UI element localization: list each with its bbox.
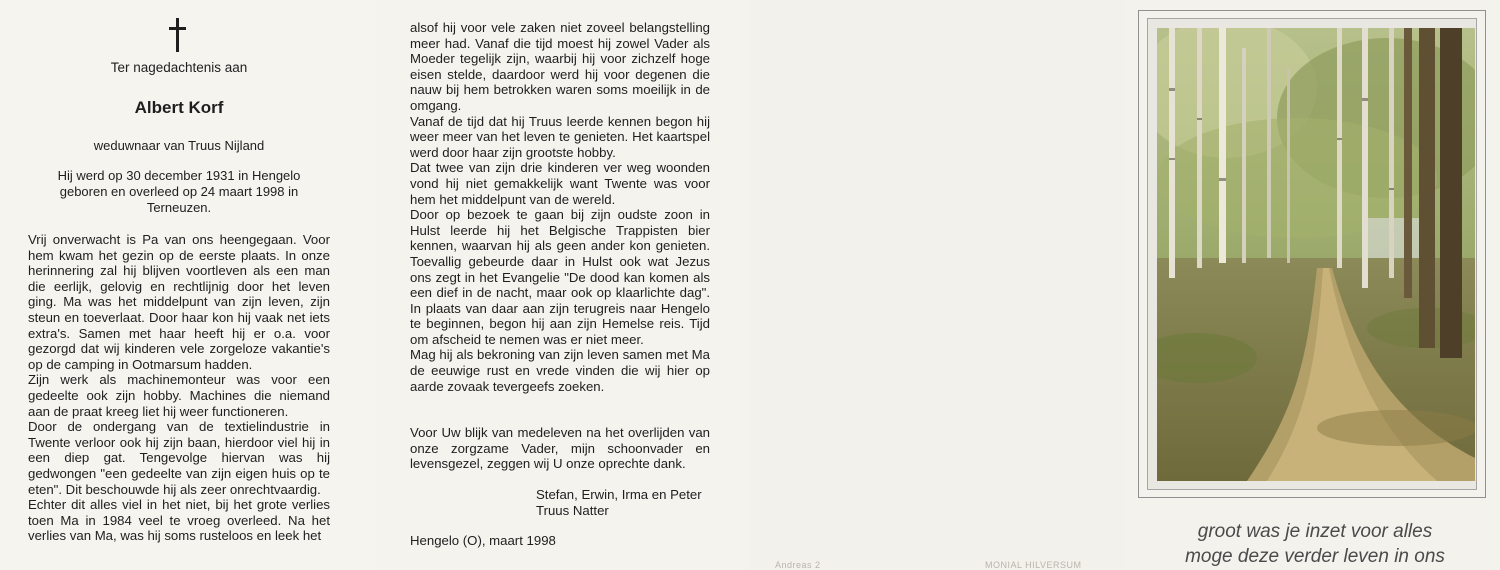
birth-line-2: geboren en overleed op 24 maart 1998 in <box>59 184 299 199</box>
biography-paragraph: Zijn werk als machinemonteur was voor een gedeelte ook zijn hobby. Machines die niemand aan de praat kreeg liet hij weer functioneren. <box>28 372 330 419</box>
biography-middle <box>410 20 710 394</box>
biography-paragraph: Vrij onverwacht is Pa van ons heengegaan. Voor hem kwam het gezin op de eerste plaats. In onze herinnering zal hij blijven voortleven als een man die eerlijk, gelovig en rechtlijnig door het leven ging. Ma was het middelpunt van zijn leven, zijn steun en toeverlaat. Door haar kon hij vaak net iets extra's. Samen met haar heeft hij er o.a. voor gezorgd dat wij kinderen vele zorgeloze vakantie's op de camping in Ootmarsum hadden. <box>28 232 330 372</box>
memorial-heading: Ter nagedachtenis aan <box>110 60 248 75</box>
biography-left <box>28 232 330 544</box>
biography-paragraph: Mag hij als bekroning van zijn leven samen met Ma de eeuwige rust en vrede vinden die wij hier op aarde zovaak tevergeefs zoeken. <box>410 347 710 394</box>
deceased-name: Albert Korf <box>134 98 224 117</box>
birth-death-text <box>28 168 330 216</box>
signature-partner: Truus Natter <box>536 503 609 518</box>
forest-illustration <box>1157 28 1475 481</box>
place-date: Hengelo (O), maart 1998 <box>410 533 556 548</box>
poem-line-1: groot was je inzet voor alles <box>1197 521 1433 542</box>
birth-line-3: Terneuzen. <box>146 200 212 215</box>
signature-block <box>536 487 702 519</box>
widower-line: weduwnaar van Truus Nijland <box>93 138 265 153</box>
biography-paragraph: Dat twee van zijn drie kinderen ver weg woonden vond hij niet gemakkelijk want Twente was voor hem het middelpunt van de wereld. <box>410 160 710 207</box>
forest-path-photo <box>1157 28 1475 481</box>
birth-line-1: Hij werd op 30 december 1931 in Hengelo <box>57 168 301 183</box>
biography-paragraph: Echter dit alles viel in het niet, bij het grote verlies toen Ma in 1984 veel te vroeg overleed. Na het verlies van Ma, was hij soms rusteloos en leek het <box>28 497 330 544</box>
thanks-text: Voor Uw blijk van medeleven na het overlijden van onze zorgzame Vader, mijn schoonvader en levensgezel, zeggen wij U onze oprechte dank. <box>410 425 710 472</box>
poem-line-2: moge deze verder leven in ons <box>1185 546 1445 567</box>
cross-icon <box>168 18 188 54</box>
biography-paragraph: Door op bezoek te gaan bij zijn oudste zoon in Hulst leerde hij het Belgische Trappisten bier kennen, waarvan hij als geen ander kon genieten. Toevallig gebeurde daar in Hulst ook wat Jezus ons zegt in het Evangelie "De dood kan komen als een dief in de nacht, maar ook op klaarlichte dag". In plaats van daar aan zijn terugreis naar Hengelo te beginnen, begon hij aan zijn Hemelse reis. Tijd om afscheid te nemen was er niet meer. <box>410 207 710 347</box>
printer-mark-left: Andreas 2 <box>775 560 821 570</box>
blank-card-panel <box>750 0 1125 569</box>
biography-paragraph: alsof hij voor vele zaken niet zoveel belangstelling meer had. Vanaf die tijd moest hij zowel Vader als Moeder tegelijk zijn, waarbij hij voor zichzelf hoge eisen stelde, daardoor werd hij voor degenen die nauw bij hem betrokken waren soms moeilijk in de omgang. <box>410 20 710 113</box>
biography-paragraph: Door de ondergang van de textielindustrie in Twente verloor ook hij zijn baan, hierdoor viel hij in een diep gat. Tengevolge hiervan was hij gedwongen "een gedeelte van zijn eigen huis op te eten". Dit beschouwde hij als zeer onrechtvaardig. <box>28 419 330 497</box>
biography-paragraph: Vanaf de tijd dat hij Truus leerde kennen begon hij weer meer van het leven te genieten. Het kaartspel werd door haar zijn grootste hobby. <box>410 113 710 160</box>
signature-children: Stefan, Erwin, Irma en Peter <box>536 487 702 502</box>
printer-mark-right: MONIAL HILVERSUM <box>985 560 1082 570</box>
